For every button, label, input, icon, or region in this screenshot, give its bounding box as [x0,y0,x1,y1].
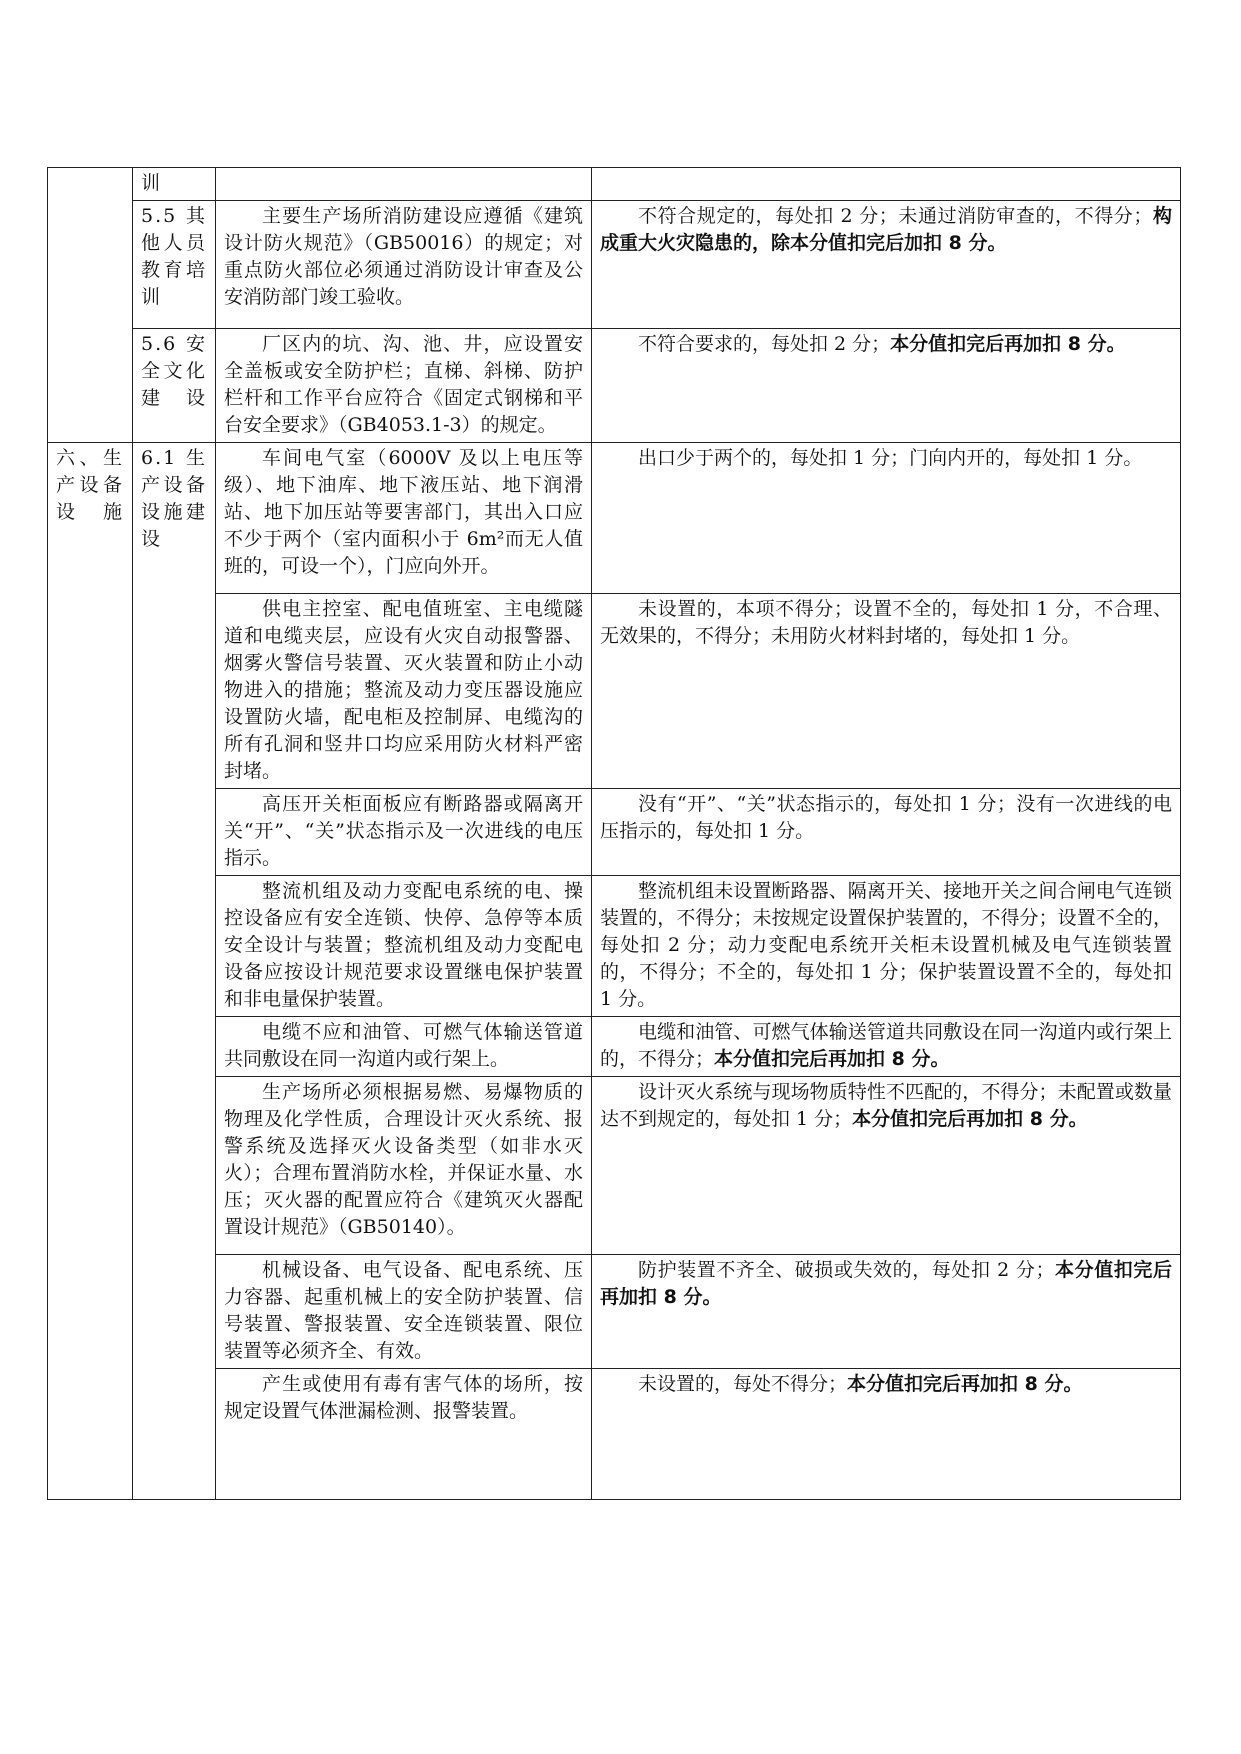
requirement-cell [216,1017,592,1077]
table-row [48,329,1181,443]
item-label: 6.1 生产设备设施建设 [141,447,207,550]
requirement-cell [216,201,592,329]
score-cell [592,168,1181,201]
table-row [48,1077,1181,1255]
score-text: 不符合规定的，每处扣 2 分；未通过消防审查的，不得分； [638,205,1153,227]
requirement-text: 机械设备、电气设备、配电系统、压力容器、起重机械上的安全防护装置、信号装置、警报装置、安全连锁装置、限位装置等必须齐全、有效。 [224,1259,583,1362]
item-label: 5.5 其他人员教育培训 [141,205,207,308]
table-row [48,443,1181,594]
score-cell [592,201,1181,329]
score-text: 设计灭火系统与现场物质特性不匹配的，不得分；未配置或数量达不到规定的，每处扣 1 分； [600,1081,1172,1130]
requirement-text: 生产场所必须根据易燃、易爆物质的物理及化学性质，合理设计灭火系统、报警系统及选择灭火设备类型（如非水灭火）；合理布置消防水栓，并保证水量、水压；灭火器的配置应符合《建筑灭火器配置设计规范》（GB50140）。 [224,1081,583,1238]
score-cell [592,594,1181,789]
score-text: 不符合要求的，每处扣 2 分； [638,333,891,355]
score-penalty-text: 本分值扣完后再加扣 8 分。 [847,1373,1083,1395]
item-label: 5.6 安全文化建设 [141,333,207,409]
requirement-cell [216,876,592,1017]
table-row [48,1369,1181,1500]
requirement-cell [216,1255,592,1369]
table-row [48,594,1181,789]
requirement-cell [216,329,592,443]
score-text: 防护装置不齐全、破损或失效的，每处扣 2 分； [638,1259,1055,1281]
category-label: 六、生产设备设施 [56,447,124,523]
item-cell [133,201,216,329]
score-text: 未设置的，每处不得分； [638,1373,848,1395]
requirement-text: 主要生产场所消防建设应遵循《建筑设计防火规范》（GB50016）的规定；对重点防火部位必须通过消防设计审查及公安消防部门竣工验收。 [224,205,583,308]
score-text: 出口少于两个的，每处扣 1 分；门向内开的，每处扣 1 分。 [638,447,1143,469]
score-cell [592,876,1181,1017]
item-label: 训 [141,172,161,194]
requirement-text: 整流机组及动力变配电系统的电、操控设备应有安全连锁、快停、急停等本质安全设计与装置；整流机组及动力变配电设备应按设计规范要求设置继电保护装置和非电量保护装置。 [224,880,583,1010]
item-cell [133,443,216,1500]
requirement-text: 车间电气室（6000V 及以上电压等级）、地下油库、地下液压站、地下润滑站、地下加压站等要害部门，其出入口应不少于两个（室内面积小于 6m²而无人值班的，可设一个），门应向外开。 [224,447,583,577]
score-cell [592,1017,1181,1077]
requirement-cell [216,443,592,594]
item-cell [133,168,216,201]
requirement-cell [216,1077,592,1255]
score-penalty-text: 本分值扣完后再加扣 8 分。 [600,1259,1172,1308]
table-row [48,876,1181,1017]
score-cell [592,1255,1181,1369]
requirement-text: 高压开关柜面板应有断路器或隔离开关“开”、“关”状态指示及一次进线的电压指示。 [224,793,583,869]
item-cell [133,329,216,443]
score-cell [592,1369,1181,1500]
score-penalty-text: 本分值扣完后再加扣 8 分。 [714,1048,950,1070]
score-text: 电缆和油管、可燃气体输送管道共同敷设在同一沟道内或行架上的，不得分； [600,1021,1172,1070]
requirement-cell [216,168,592,201]
score-text: 未设置的，本项不得分；设置不全的，每处扣 1 分，不合理、无效果的，不得分；未用防火材料封堵的，每处扣 1 分。 [600,598,1172,647]
category-cell [48,443,133,1500]
score-text: 没有“开”、“关”状态指示的，每处扣 1 分；没有一次进线的电压指示的，每处扣 1 分。 [600,793,1172,842]
score-penalty-text: 本分值扣完后再加扣 8 分。 [852,1108,1088,1130]
requirement-cell [216,1369,592,1500]
requirement-text: 供电主控室、配电值班室、主电缆隧道和电缆夹层，应设有火灾自动报警器、烟雾火警信号装置、灭火装置和防止小动物进入的措施；整流及动力变压器设施应设置防火墙，配电柜及控制屏、电缆沟的所有孔洞和竖井口均应采用防火材料严密封堵。 [224,598,583,782]
requirement-cell [216,789,592,876]
table-row [48,168,1181,201]
requirement-cell [216,594,592,789]
table-row [48,789,1181,876]
table-row [48,201,1181,329]
requirement-text: 厂区内的坑、沟、池、井，应设置安全盖板或安全防护栏；直梯、斜梯、防护栏杆和工作平台应符合《固定式钢梯和平台安全要求》（GB4053.1-3）的规定。 [224,333,583,436]
score-cell [592,329,1181,443]
requirement-text: 电缆不应和油管、可燃气体输送管道共同敷设在同一沟道内或行架上。 [224,1021,583,1070]
score-cell [592,1077,1181,1255]
table-row [48,1017,1181,1077]
score-penalty-text: 构成重大火灾隐患的，除本分值扣完后加扣 8 分。 [600,205,1172,254]
score-cell [592,789,1181,876]
scoring-table [47,167,1181,1500]
requirement-text: 产生或使用有毒有害气体的场所，按规定设置气体泄漏检测、报警装置。 [224,1373,583,1422]
category-cell-empty [48,168,133,443]
score-cell [592,443,1181,594]
score-text: 整流机组未设置断路器、隔离开关、接地开关之间合闸电气连锁装置的，不得分；未按规定设置保护装置的，不得分；设置不全的，每处扣 2 分；动力变配电系统开关柜未设置机械及电气连锁装置的，不得分；不全的，每处扣 1 分；保护装置设置不全的，每处扣 1 分。 [600,880,1172,1010]
score-penalty-text: 本分值扣完后再加扣 8 分。 [890,333,1126,355]
table-row [48,1255,1181,1369]
